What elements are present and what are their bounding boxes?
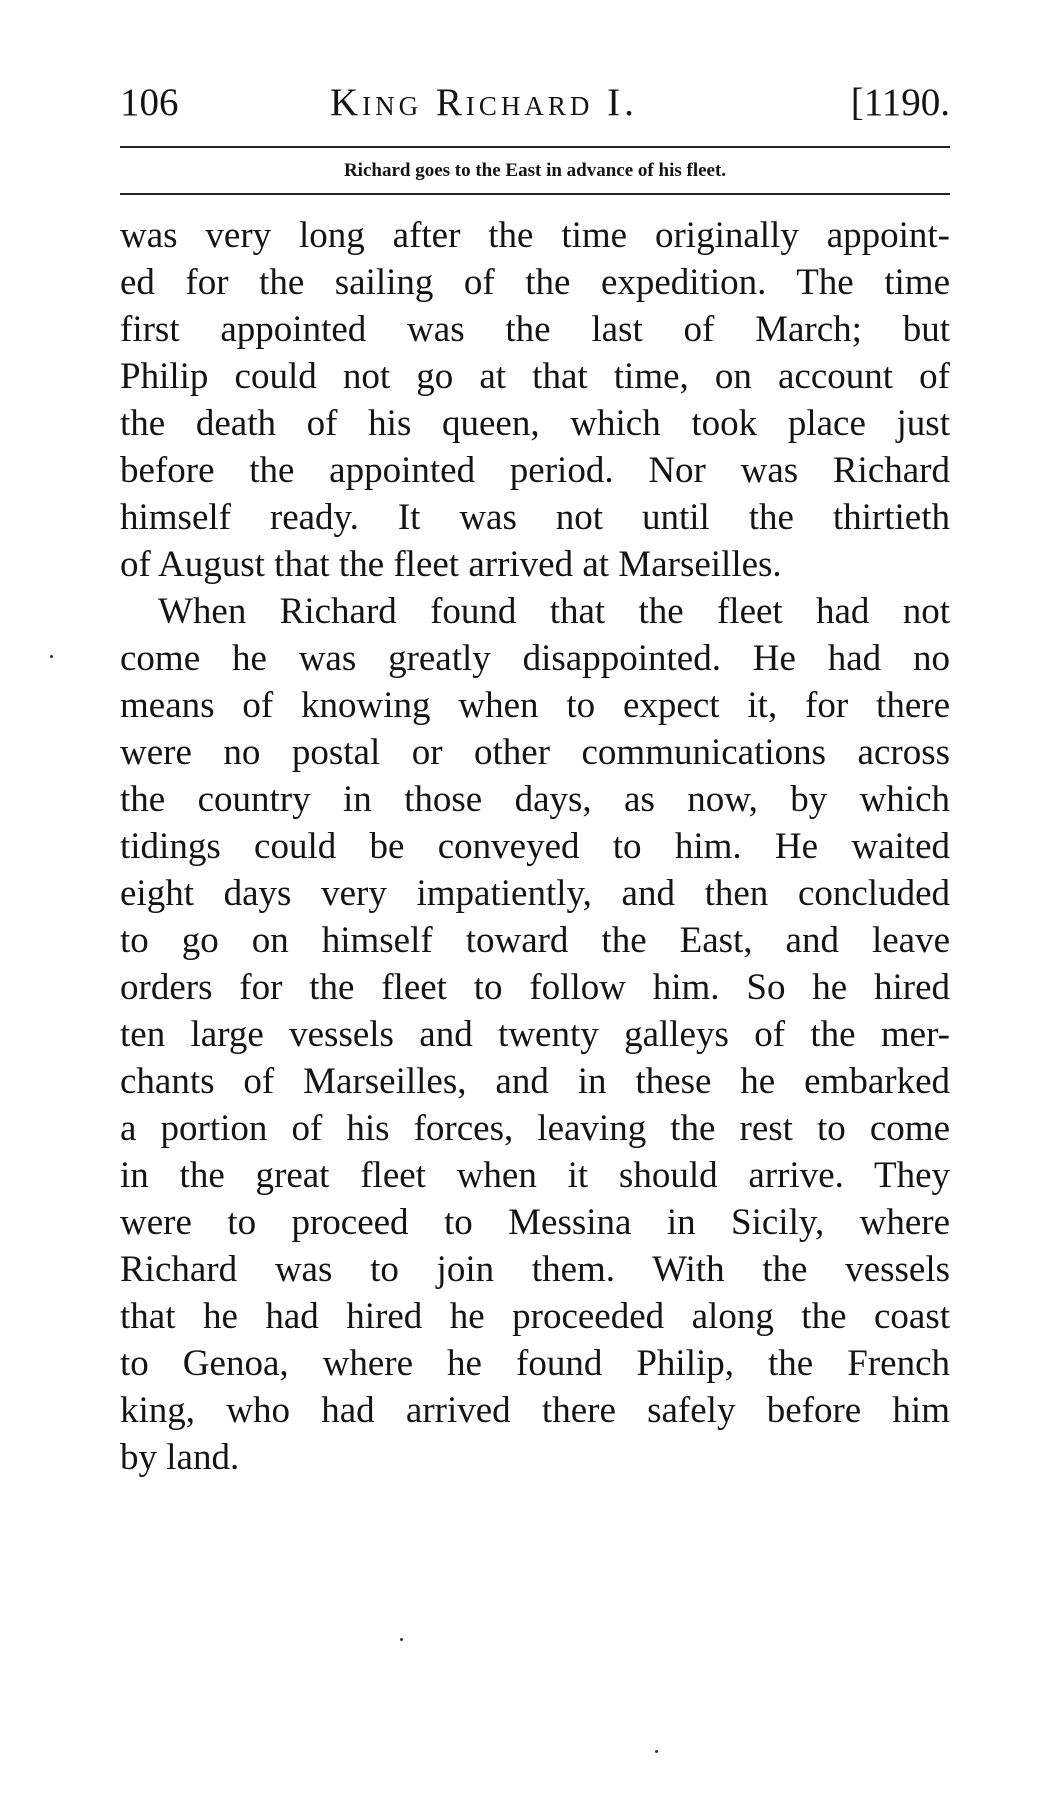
text-line: When Richard found that the fleet had not	[158, 591, 950, 632]
text-line: of August that the fleet arrived at Marseilles.	[120, 544, 782, 585]
text-line: Philip could not go at that time, on account of	[120, 356, 950, 397]
text-line: himself ready. It was not until the thirtieth	[120, 497, 950, 538]
text-line: ten large vessels and twenty galleys of the mer-	[120, 1014, 950, 1055]
year-marker: [1190.	[850, 81, 950, 124]
text-line: first appointed was the last of March; but	[120, 309, 950, 350]
ink-speck	[655, 1750, 658, 1753]
text-line: the country in those days, as now, by which	[120, 779, 950, 820]
text-line: tidings could be conveyed to him. He waited	[120, 826, 950, 867]
body-text	[120, 212, 950, 1481]
text-line: means of knowing when to expect it, for there	[120, 685, 950, 726]
paragraph-2	[120, 588, 950, 1481]
text-line: ed for the sailing of the expedition. The time	[120, 262, 950, 303]
ink-speck	[50, 655, 53, 658]
paragraph-1	[120, 212, 950, 588]
text-line: Richard was to join them. With the vessels	[120, 1249, 950, 1290]
text-line: chants of Marseilles, and in these he embarked	[120, 1061, 950, 1102]
text-line: was very long after the time originally appoint-	[120, 215, 950, 256]
text-line: to go on himself toward the East, and leave	[120, 920, 950, 961]
text-line: come he was greatly disappointed. He had no	[120, 638, 950, 679]
running-head	[120, 78, 950, 128]
text-line: were to proceed to Messina in Sicily, where	[120, 1202, 950, 1243]
text-line: king, who had arrived there safely before him	[120, 1390, 950, 1431]
text-line: before the appointed period. Nor was Richard	[120, 450, 950, 491]
text-line: the death of his queen, which took place just	[120, 403, 950, 444]
text-line: by land.	[120, 1437, 240, 1478]
text-line: that he had hired he proceeded along the coast	[120, 1296, 950, 1337]
text-line: to Genoa, where he found Philip, the French	[120, 1343, 950, 1384]
text-line: eight days very impatiently, and then concluded	[120, 873, 950, 914]
text-line: orders for the fleet to follow him. So he hired	[120, 967, 950, 1008]
header-rule-top	[120, 146, 950, 148]
text-line: a portion of his forces, leaving the rest to come	[120, 1108, 950, 1149]
text-line: in the great fleet when it should arrive. They	[120, 1155, 950, 1196]
page-number: 106	[120, 81, 179, 124]
header-rule-bottom	[120, 193, 950, 195]
text-line: were no postal or other communications across	[120, 732, 950, 773]
section-heading: Richard goes to the East in advance of his fleet.	[343, 160, 727, 181]
ink-speck	[400, 1638, 403, 1641]
book-title: King Richard I.	[330, 81, 638, 124]
